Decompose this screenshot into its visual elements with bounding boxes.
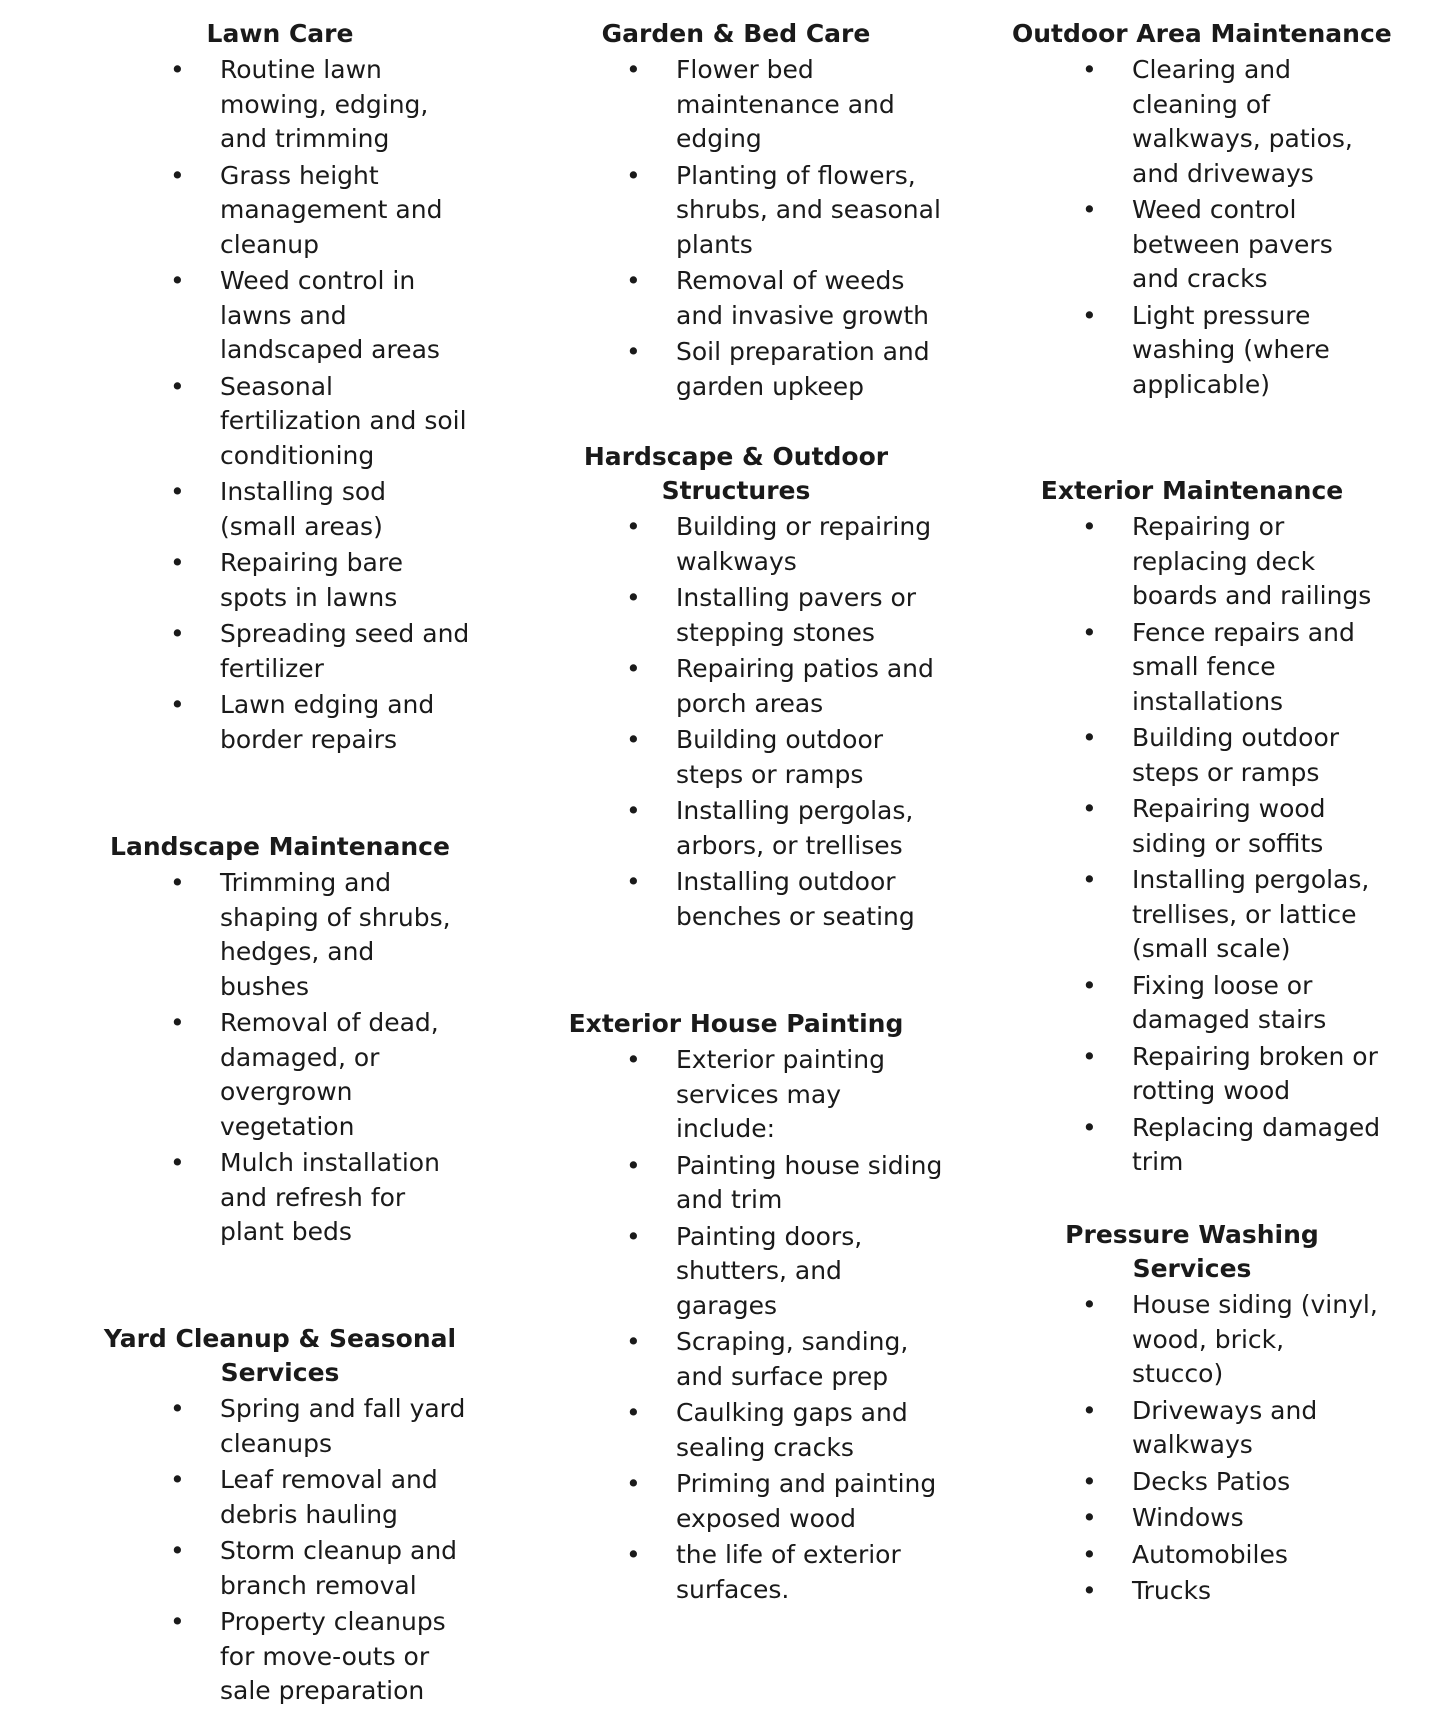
section-heading	[1012, 1218, 1372, 1286]
landscape-maintenance-list	[170, 866, 470, 1250]
list-item: • Repairing broken or rotting wood	[1082, 1040, 1382, 1109]
list-item: • Decks Patios	[1082, 1465, 1382, 1500]
garden-bed-care-list	[626, 53, 946, 404]
list-item: • Mulch installation and refresh for plant beds	[170, 1146, 470, 1250]
list-item: • Flower bed maintenance and edging	[626, 53, 946, 157]
list-item: • Seasonal fertilization and soil conditioning	[170, 370, 470, 474]
list-item: • Building or repairing walkways	[626, 510, 946, 579]
heading-line: Yard Cleanup & Seasonal	[103, 1324, 457, 1353]
list-item: • Installing outdoor benches or seating	[626, 865, 946, 934]
list-item: • Removal of weeds and invasive growth	[626, 264, 946, 333]
list-item: • Replacing damaged trim	[1082, 1111, 1382, 1180]
heading-line: Structures	[661, 476, 811, 505]
list-item: • Leaf removal and debris hauling	[170, 1463, 470, 1532]
list-item: • Trucks	[1082, 1574, 1382, 1609]
list-item: • Windows	[1082, 1501, 1382, 1536]
list-item: • Spring and fall yard cleanups	[170, 1392, 470, 1461]
section-yard-cleanup	[103, 1322, 470, 1711]
list-item: • Building outdoor steps or ramps	[1082, 721, 1382, 790]
list-item: • Priming and painting exposed wood	[626, 1467, 946, 1536]
list-item: • Repairing bare spots in lawns	[170, 546, 470, 615]
heading-line: Hardscape & Outdoor	[583, 442, 889, 471]
list-item: • Lawn edging and border repairs	[170, 688, 470, 757]
heading-line: Services	[220, 1358, 340, 1387]
list-item: • Installing pergolas, arbors, or trellises	[626, 794, 946, 863]
list-item: • Storm cleanup and branch removal	[170, 1534, 470, 1603]
section-heading	[556, 440, 916, 508]
list-item: • the life of exterior surfaces.	[626, 1538, 946, 1607]
list-item: • Caulking gaps and sealing cracks	[626, 1396, 946, 1465]
section-pressure-washing	[1065, 1218, 1382, 1611]
section-heading: Exterior Maintenance	[1040, 476, 1344, 505]
list-item: • Repairing wood siding or soffits	[1082, 792, 1382, 861]
list-item: • Property cleanups for move-outs or sale preparation	[170, 1605, 470, 1709]
section-landscape-maintenance	[110, 830, 470, 1252]
section-garden-bed-care	[601, 17, 946, 406]
list-item: • Weed control in lawns and landscaped areas	[170, 264, 470, 368]
list-item: • House siding (vinyl, wood, brick, stucco)	[1082, 1288, 1382, 1392]
heading-line: Services	[1132, 1254, 1252, 1283]
list-item: • Painting house siding and trim	[626, 1149, 946, 1218]
list-item: • Installing pavers or stepping stones	[626, 581, 946, 650]
list-item: • Repairing or replacing deck boards and railings	[1082, 510, 1382, 614]
section-heading: Exterior House Painting	[568, 1009, 904, 1038]
list-item: • Trimming and shaping of shrubs, hedges, and bushes	[170, 866, 470, 1004]
heading-line: Pressure Washing	[1065, 1220, 1319, 1249]
section-exterior-painting	[568, 1007, 946, 1609]
section-exterior-maintenance	[1040, 474, 1382, 1182]
list-item: • Spreading seed and fertilizer	[170, 617, 470, 686]
outdoor-area-list	[1082, 53, 1382, 402]
list-item: • Routine lawn mowing, edging, and trimming	[170, 53, 470, 157]
list-item: • Repairing patios and porch areas	[626, 652, 946, 721]
section-heading: Outdoor Area Maintenance	[1012, 19, 1392, 48]
list-item: • Building outdoor steps or ramps	[626, 723, 946, 792]
lawn-care-list	[170, 53, 470, 757]
list-item: • Scraping, sanding, and surface prep	[626, 1325, 946, 1394]
section-lawn-care	[170, 17, 470, 759]
yard-cleanup-list	[170, 1392, 470, 1709]
section-heading: Landscape Maintenance	[110, 832, 450, 861]
exterior-painting-list	[626, 1043, 946, 1607]
list-item: • Painting doors, shutters, and garages	[626, 1220, 946, 1324]
list-item: • Weed control between pavers and cracks	[1082, 193, 1382, 297]
exterior-maintenance-list	[1082, 510, 1382, 1180]
section-outdoor-area	[1012, 17, 1392, 404]
section-heading	[100, 1322, 460, 1390]
list-item: • Planting of flowers, shrubs, and seasonal plants	[626, 159, 946, 263]
pressure-washing-list	[1082, 1288, 1382, 1609]
hardscape-list	[626, 510, 946, 934]
section-heading: Garden & Bed Care	[601, 19, 871, 48]
section-heading: Lawn Care	[206, 19, 354, 48]
list-item: • Installing pergolas, trellises, or lattice (small scale)	[1082, 863, 1382, 967]
list-item: • Removal of dead, damaged, or overgrown vegetation	[170, 1006, 470, 1144]
list-item: • Installing sod (small areas)	[170, 475, 470, 544]
list-item: • Soil preparation and garden upkeep	[626, 335, 946, 404]
section-hardscape	[583, 440, 946, 936]
list-item: • Fixing loose or damaged stairs	[1082, 969, 1382, 1038]
list-item: • Light pressure washing (where applicable)	[1082, 299, 1382, 403]
list-item: • Automobiles	[1082, 1538, 1382, 1573]
list-item: • Grass height management and cleanup	[170, 159, 470, 263]
list-item: • Exterior painting services may include:	[626, 1043, 946, 1147]
list-item: • Fence repairs and small fence installations	[1082, 616, 1382, 720]
list-item: • Driveways and walkways	[1082, 1394, 1382, 1463]
list-item: • Clearing and cleaning of walkways, patios, and driveways	[1082, 53, 1382, 191]
